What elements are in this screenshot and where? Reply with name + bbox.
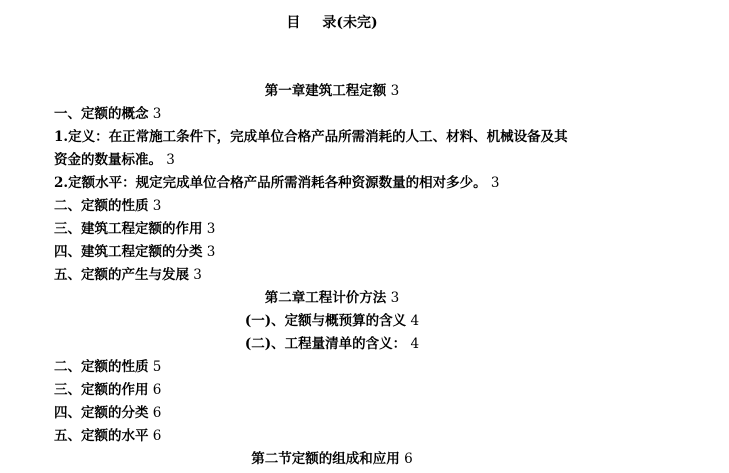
toc-entry xyxy=(54,358,161,376)
toc-entry xyxy=(0,289,664,307)
toc-entry-page-number: 6 xyxy=(148,428,162,444)
toc-entry xyxy=(54,404,161,422)
toc-entry-page-number: 3 xyxy=(486,175,500,191)
toc-entry xyxy=(54,220,215,238)
toc-entry xyxy=(54,105,161,123)
toc-entry xyxy=(54,151,175,169)
toc-entry-page-number: 4 xyxy=(406,313,420,329)
toc-entry xyxy=(54,197,161,215)
toc-entry-page-number: 3 xyxy=(386,83,400,99)
toc-entry-page-number: 3 xyxy=(148,106,162,122)
toc-entry-page-number: 3 xyxy=(202,221,216,237)
toc-entry xyxy=(0,82,664,100)
toc-entry-page-number: 3 xyxy=(162,152,175,168)
toc-entry-text: (二)、工程量清单的含义： xyxy=(244,336,407,352)
toc-entry xyxy=(54,381,161,399)
toc-entry-page-number: 6 xyxy=(148,405,162,421)
toc-entry xyxy=(54,266,202,284)
toc-entry xyxy=(0,312,664,330)
toc-entry-page-number: 6 xyxy=(148,382,162,398)
toc-entry-page-number: 3 xyxy=(189,267,202,283)
toc-entry-page-number: 5 xyxy=(148,359,162,375)
toc-entry-text: 二、定额的性质 xyxy=(54,198,149,214)
toc-title-part1: 目 xyxy=(286,15,301,31)
toc-entry-text: 三、建筑工程定额的作用 xyxy=(54,221,203,237)
toc-entry xyxy=(54,243,215,261)
toc-entry-text: 二、定额的性质 xyxy=(54,359,149,375)
toc-entry-page-number: 3 xyxy=(386,290,400,306)
toc-entry-text: 三、定额的作用 xyxy=(54,382,149,398)
toc-entry-text: (一)、定额与概预算的含义 xyxy=(244,313,407,329)
toc-entry-page-number: 4 xyxy=(406,336,420,352)
toc-entry-text: 五、定额的产生与发展 xyxy=(54,267,189,283)
toc-entry-text: 四、建筑工程定额的分类 xyxy=(54,244,203,260)
toc-title-part2: 录(未完) xyxy=(322,15,378,31)
toc-entry-text: 第二章工程计价方法 xyxy=(264,290,387,306)
toc-entry xyxy=(54,128,568,146)
toc-entry xyxy=(0,335,664,353)
toc-entry xyxy=(54,174,499,192)
toc-entry-text: 资金的数量标准。 xyxy=(54,152,162,168)
toc-entry xyxy=(54,427,161,445)
toc-entry-text: 1.定义：在正常施工条件下，完成单位合格产品所需消耗的人工、材料、机械设备及其 xyxy=(54,129,568,145)
toc-entry-page-number: 3 xyxy=(202,244,216,260)
toc-entry-text: 2.定额水平：规定完成单位合格产品所需消耗各种资源数量的相对多少。 xyxy=(54,175,487,191)
toc-entry-text: 第二节定额的组成和应用 xyxy=(251,451,400,467)
toc-entry-text: 第一章建筑工程定额 xyxy=(264,83,387,99)
toc-entry-page-number: 6 xyxy=(399,451,413,467)
toc-entry-text: 一、定额的概念 xyxy=(54,106,149,122)
toc-entry-text: 四、定额的分类 xyxy=(54,405,149,421)
toc-entry-text: 五、定额的水平 xyxy=(54,428,149,444)
toc-entry xyxy=(0,450,664,468)
toc-entry-page-number: 3 xyxy=(148,198,162,214)
toc-title xyxy=(0,12,664,32)
